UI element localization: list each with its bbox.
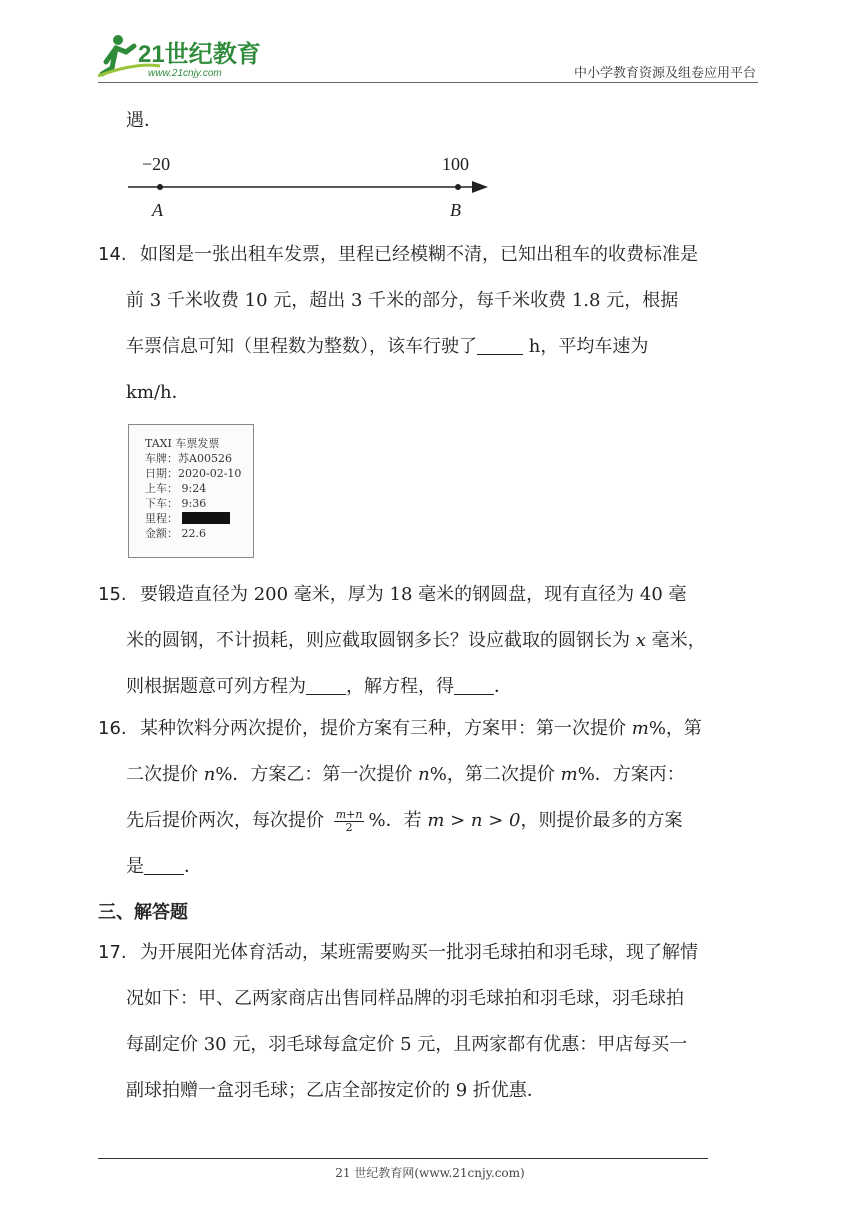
variable-x: x <box>635 630 646 651</box>
point-b-dot <box>455 184 461 190</box>
q15-line3-mid: ，解方程，得 <box>346 676 454 697</box>
q16-line2-g: %．方案丙： <box>577 764 685 785</box>
q16-line3-a: 先后提价两次，每次提价 <box>126 810 324 831</box>
question-number-14: 14. <box>98 244 127 265</box>
taxi-receipt-image <box>128 424 254 558</box>
receipt-off: 下车： 9:36 <box>145 497 207 510</box>
q16-line1-c: %，第 <box>648 718 702 739</box>
q14-line3-start: 车票信息可知（里程数为整数），该车行驶了 <box>126 336 477 357</box>
receipt-distance <box>145 512 230 527</box>
q16-var-m-2: m <box>560 764 578 785</box>
q16-line3-d: ，则提价最多的方案 <box>520 810 683 831</box>
receipt-amount: 金额： 22.6 <box>145 527 206 540</box>
q16-var-m: m <box>631 718 649 739</box>
question-number-17: 17. <box>98 942 127 963</box>
footer-text: 21 世纪教育网(www.21cnjy.com) <box>335 1166 525 1180</box>
header-divider <box>98 82 758 83</box>
q14-line4: km/h． <box>126 382 190 403</box>
blurred-distance <box>182 512 230 524</box>
q16-var-n-2: n <box>418 764 430 785</box>
q15-line3-end: ． <box>494 676 512 697</box>
q15-line2-end: 毫米， <box>651 630 706 651</box>
receipt-distance-label: 里程： <box>145 512 178 525</box>
q16-line4-a: 是 <box>126 856 144 877</box>
answer-blank-hours[interactable] <box>477 336 523 355</box>
q17-line3: 每副定价 30 元，羽毛球每盒定价 5 元，且两家都有优惠：甲店每买一 <box>126 1034 688 1055</box>
q16-line3-b: %．若 <box>368 810 422 831</box>
q16-line4 <box>126 844 770 890</box>
q14-line3-end: h，平均车速为 <box>523 336 649 357</box>
receipt-title: TAXI 车票发票 <box>145 437 220 450</box>
q15-line3 <box>126 664 770 710</box>
fraction-numerator: m+n <box>335 807 363 821</box>
q14-line1: 如图是一张出租车发票，里程已经模糊不清，已知出租车的收费标准是 <box>140 244 698 265</box>
q16-line2-a: 二次提价 <box>126 764 198 785</box>
q16-var-n-1: n <box>203 764 216 785</box>
answer-blank-equation[interactable] <box>306 676 346 695</box>
question-number-15: 15. <box>98 584 127 605</box>
question-14-text <box>126 232 770 416</box>
question-17-text <box>126 930 770 1114</box>
q15-line2 <box>126 618 770 664</box>
q15-line2-start: 米的圆钢，不计损耗，则应截取圆钢多长？设应截取的圆钢长为 <box>126 630 630 651</box>
runner-logo-icon <box>96 32 266 80</box>
q16-line4-b: ． <box>184 856 202 877</box>
section-heading: 三、解答题 <box>98 902 188 923</box>
q14-line2: 前 3 千米收费 10 元，超出 3 千米的部分，每千米收费 1.8 元，根据 <box>126 290 679 311</box>
q16-line2 <box>126 752 770 798</box>
q14-line3 <box>126 324 770 370</box>
q16-line1 <box>140 706 770 752</box>
fraction-m-plus-n-over-2 <box>334 809 365 834</box>
point-a-dot <box>157 184 163 190</box>
receipt-on: 上车： 9:24 <box>145 482 207 495</box>
question-15-text <box>126 572 770 710</box>
receipt-plate: 车牌：苏A00526 <box>145 452 232 465</box>
q17-line2: 况如下：甲、乙两家商店出售同样品牌的羽毛球拍和羽毛球，羽毛球拍 <box>126 988 684 1009</box>
logo-text: 21世纪教育 <box>138 41 261 68</box>
value-right: 100 <box>442 154 469 174</box>
number-line <box>120 148 500 228</box>
footer-divider <box>98 1158 708 1159</box>
arrow-right-icon <box>472 181 488 193</box>
q17-line4: 副球拍赠一盒羽毛球；乙店全部按定价的 9 折优惠． <box>126 1080 545 1101</box>
q16-inequality: m > n > 0 <box>427 810 521 831</box>
value-left: −20 <box>142 154 171 174</box>
q17-line1: 为开展阳光体育活动，某班需要购买一批羽毛球拍和羽毛球，现了解情 <box>140 942 698 963</box>
label-b: B <box>450 200 461 220</box>
q16-line2-e: %，第二次提价 <box>429 764 555 785</box>
site-logo <box>96 32 266 80</box>
q16-line3 <box>126 798 770 844</box>
q16-line1-a: 某种饮料分两次提价，提价方案有三种，方案甲：第一次提价 <box>140 718 626 739</box>
question-16-text <box>126 706 770 890</box>
q15-line1: 要锻造直径为 200 毫米，厚为 18 毫米的钢圆盘，现有直径为 40 毫 <box>140 584 687 605</box>
q16-line2-c: %．方案乙：第一次提价 <box>215 764 413 785</box>
q15-line3-start: 则根据题意可列方程为 <box>126 676 306 697</box>
answer-blank-plan[interactable] <box>144 856 184 875</box>
receipt-date: 日期：2020-02-10 <box>145 467 242 480</box>
logo-url: www.21cnjy.com <box>148 68 222 79</box>
platform-title: 中小学教育资源及组卷应用平台 <box>573 66 756 81</box>
answer-blank-solution[interactable] <box>454 676 494 695</box>
label-a: A <box>152 200 163 220</box>
question-number-16: 16. <box>98 718 127 739</box>
prev-question-tail: 遇． <box>126 110 162 131</box>
fraction-denominator: 2 <box>345 820 353 834</box>
